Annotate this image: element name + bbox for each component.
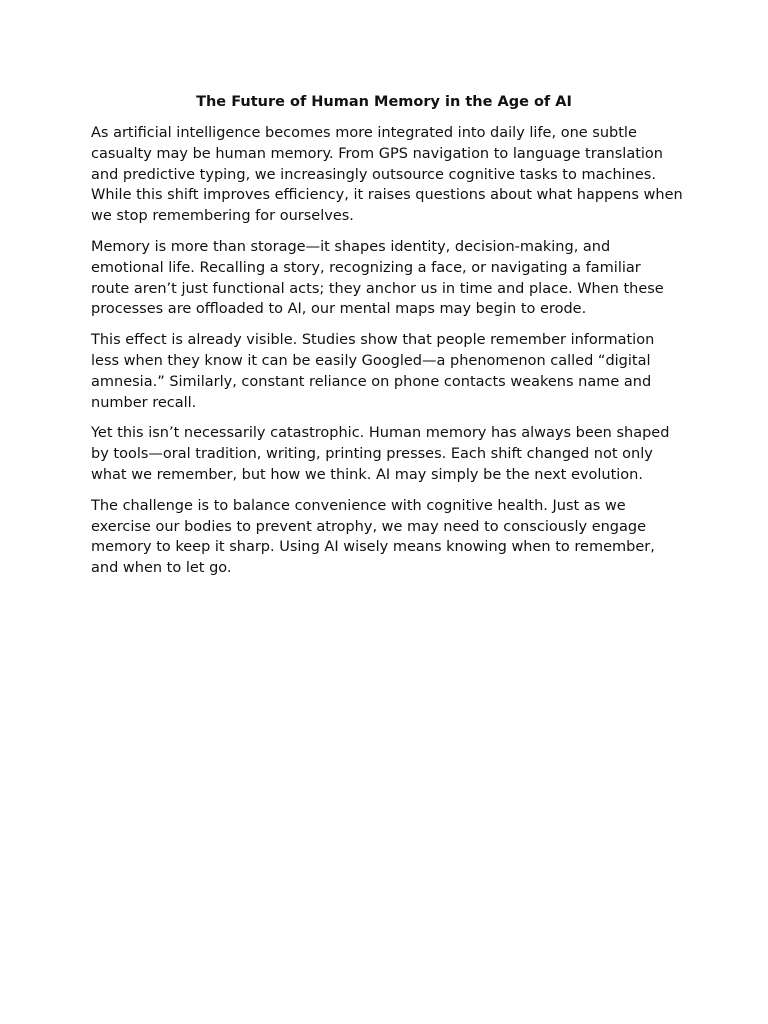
- paragraph-5: The challenge is to balance convenience with cognitive health. Just as we exercise our bodies to prevent atrophy, we may need to consciously engage memory to keep it sharp. Using AI wisely means knowing when to remember, and when to let go.: [91, 497, 655, 577]
- document-body: [91, 123, 683, 589]
- paragraph-4: Yet this isn’t necessarily catastrophic. Human memory has always been shaped by tools—oral tradition, writing, printing presses. Each shift changed not only what we remember, but how we think. AI may simply be the next evolution.: [91, 425, 670, 483]
- paragraph-2: Memory is more than storage—it shapes identity, decision-making, and emotional life. Recalling a story, recognizing a face, or navigating a familiar route aren’t just functional acts; they anchor us in time and place. When these processes are offloaded to AI, our mental maps may begin to erode.: [91, 238, 664, 318]
- paragraph-3: This effect is already visible. Studies show that people remember information less when they know it can be easily Googled—a phenomenon called “digital amnesia.” Similarly, constant reliance on phone contacts weakens name and number recall.: [91, 332, 655, 411]
- document-title: The Future of Human Memory in the Age of AI: [196, 94, 572, 110]
- paragraph-1: As artificial intelligence becomes more integrated into daily life, one subtle casualty may be human memory. From GPS navigation to language translation and predictive typing, we increasingly outsource cognitive tasks to machines. While this shift improves efficiency, it raises questions about what happens when we stop remembering for ourselves.: [91, 125, 683, 225]
